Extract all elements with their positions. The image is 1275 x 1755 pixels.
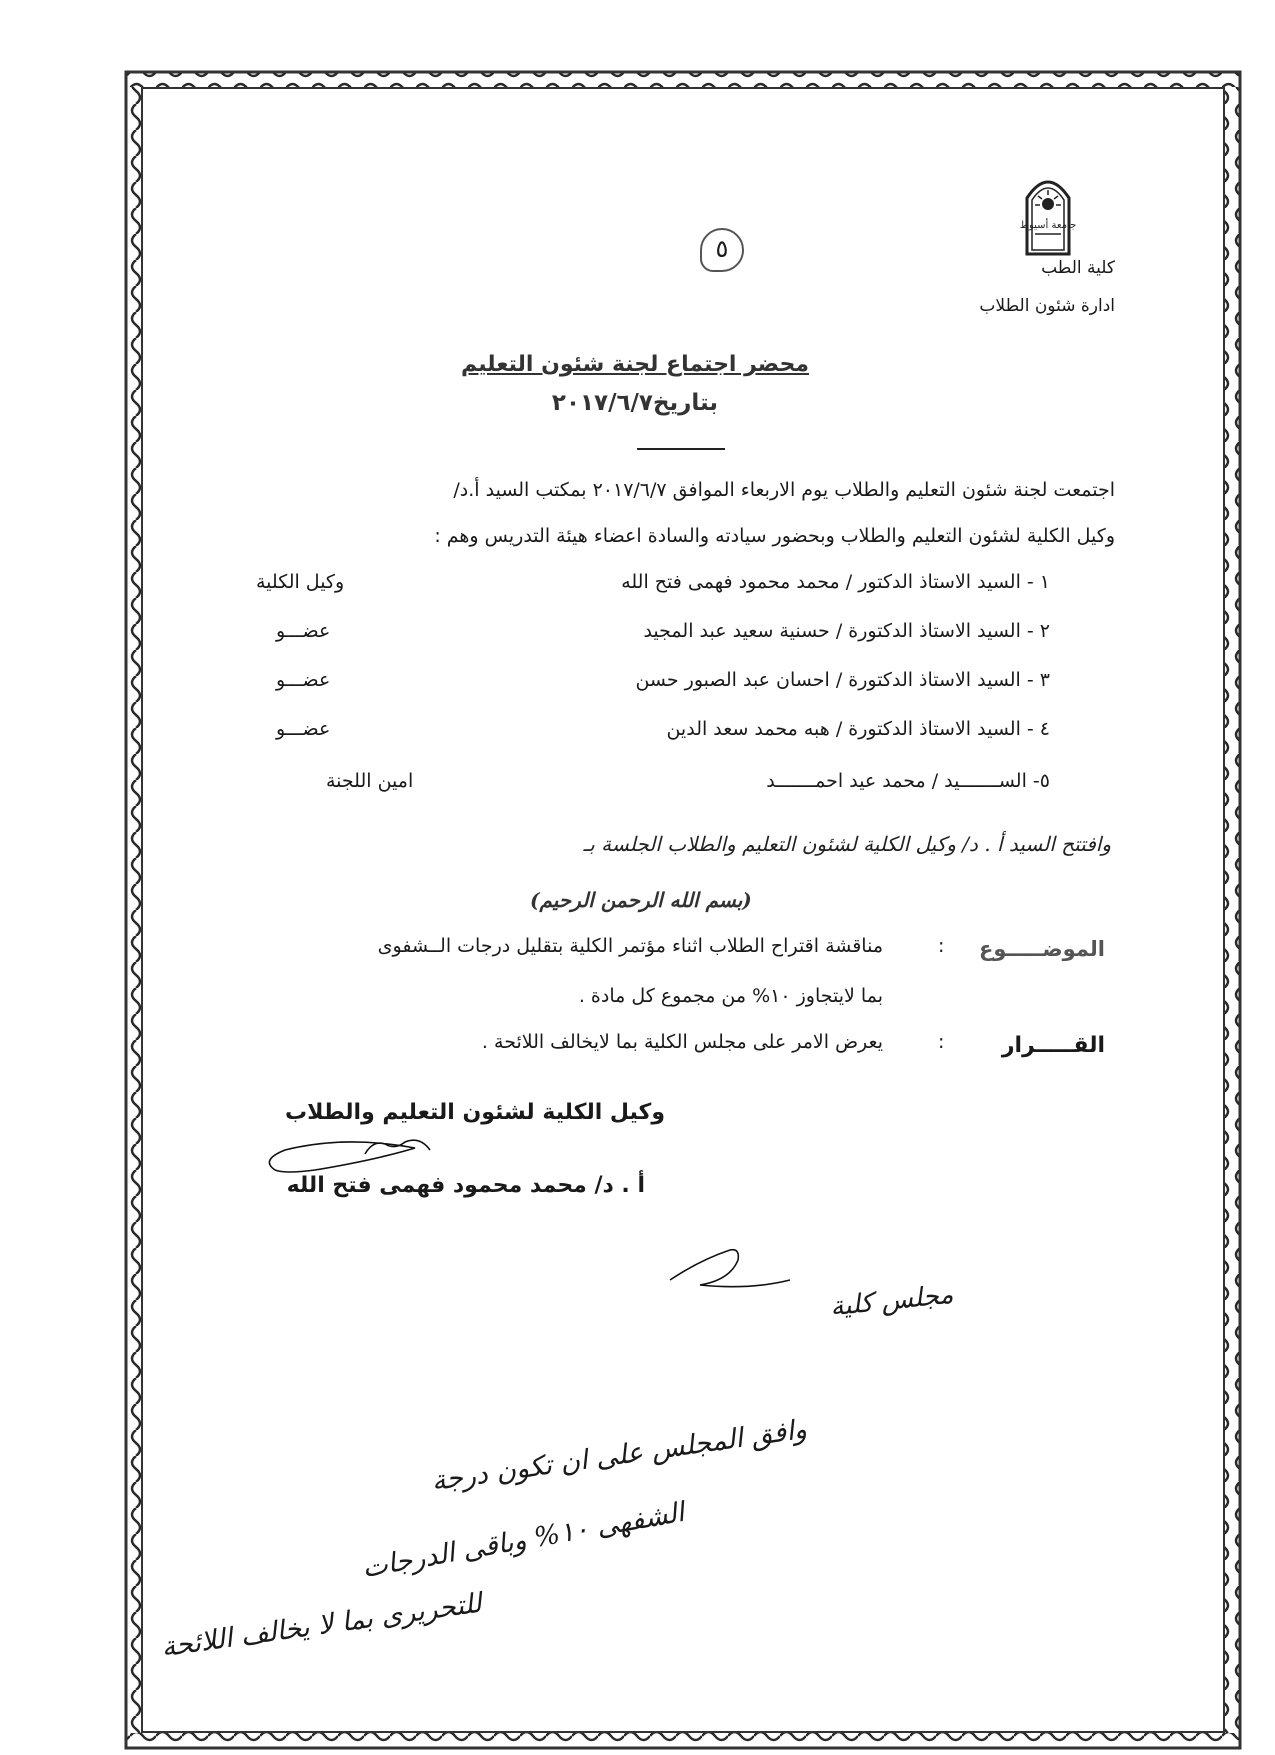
meeting-date: بتاريخ٢٠١٧/٦/٧ xyxy=(551,390,719,416)
college-name: كلية الطب xyxy=(1041,258,1115,278)
member-row xyxy=(621,571,1050,593)
label-colon: : xyxy=(938,1031,945,1053)
member-role: عضـــو xyxy=(276,669,331,691)
member-role: عضـــو xyxy=(276,620,331,642)
university-seal-logo xyxy=(1019,170,1077,258)
member-row xyxy=(635,669,1050,691)
member-name: ٣ - السيد الاستاذ الدكتورة / احسان عبد الصبور حسن xyxy=(635,669,1050,691)
member-name: ٥- الســـــــيد / محمد عيد احمـــــــد xyxy=(766,770,1050,792)
page-number-mark: ٥ xyxy=(700,228,744,272)
opening-line: وافتتح السيد أ . د/ وكيل الكلية لشئون التعليم والطلاب الجلسة بـ xyxy=(583,832,1111,856)
page-title: محضر اجتماع لجنة شئون التعليم xyxy=(461,352,809,377)
member-row xyxy=(666,718,1050,740)
member-role: وكيل الكلية xyxy=(256,571,345,593)
intro-line-2: وكيل الكلية لشئون التعليم والطلاب وبحضور سيادته والسادة اعضاء هيئة التدريس وهم : xyxy=(434,525,1115,547)
member-role: امين اللجنة xyxy=(326,770,414,792)
department-name: ادارة شئون الطلاب xyxy=(979,296,1115,316)
member-role: عضـــو xyxy=(276,718,331,740)
subject-line-1: مناقشة اقتراح الطلاب اثناء مؤتمر الكلية بتقليل درجات الــشفوى xyxy=(377,935,883,957)
handwritten-line-1: وافق المجلس على ان تكون درجة xyxy=(429,1413,809,1498)
decision-label: القـــــرار xyxy=(1001,1033,1105,1058)
decision-text: يعرض الامر على مجلس الكلية بما لايخالف اللائحة . xyxy=(481,1031,883,1053)
subject-line-2: بما لايتجاوز ١٠% من مجموع كل مادة . xyxy=(578,985,883,1007)
subject-label: الموضـــــوع xyxy=(978,937,1105,961)
handwritten-note-council: مجلس كلية xyxy=(828,1279,955,1323)
member-row xyxy=(766,770,1050,792)
handwritten-line-2: الشفهى ١٠% وباقى الدرجات xyxy=(359,1496,687,1585)
handwritten-scribble xyxy=(660,1240,800,1310)
svg-text:جامعة أسيوط: جامعة أسيوط xyxy=(1019,220,1077,231)
intro-line-1: اجتمعت لجنة شئون التعليم والطلاب يوم الاربعاء الموافق ٢٠١٧/٦/٧ بمكتب السيد أ.د/ xyxy=(453,479,1115,501)
member-name: ٤ - السيد الاستاذ الدكتورة / هبه محمد سعد الدين xyxy=(666,718,1050,740)
signatory-name: أ . د/ محمد محمود فهمى فتح الله xyxy=(286,1173,645,1198)
signatory-title: وكيل الكلية لشئون التعليم والطلاب xyxy=(285,1100,665,1125)
member-name: ٢ - السيد الاستاذ الدكتورة / حسنية سعيد عبد المجيد xyxy=(643,620,1050,642)
title-divider xyxy=(637,448,725,450)
member-row xyxy=(643,620,1050,642)
label-colon: : xyxy=(938,935,945,957)
member-name: ١ - السيد الاستاذ الدكتور / محمد محمود فهمى فتح الله xyxy=(621,571,1050,593)
handwritten-line-3: للتحريرى بما لا يخالف اللائحة xyxy=(159,1587,484,1664)
basmala: (بسم الله الرحمن الرحيم) xyxy=(530,888,752,912)
